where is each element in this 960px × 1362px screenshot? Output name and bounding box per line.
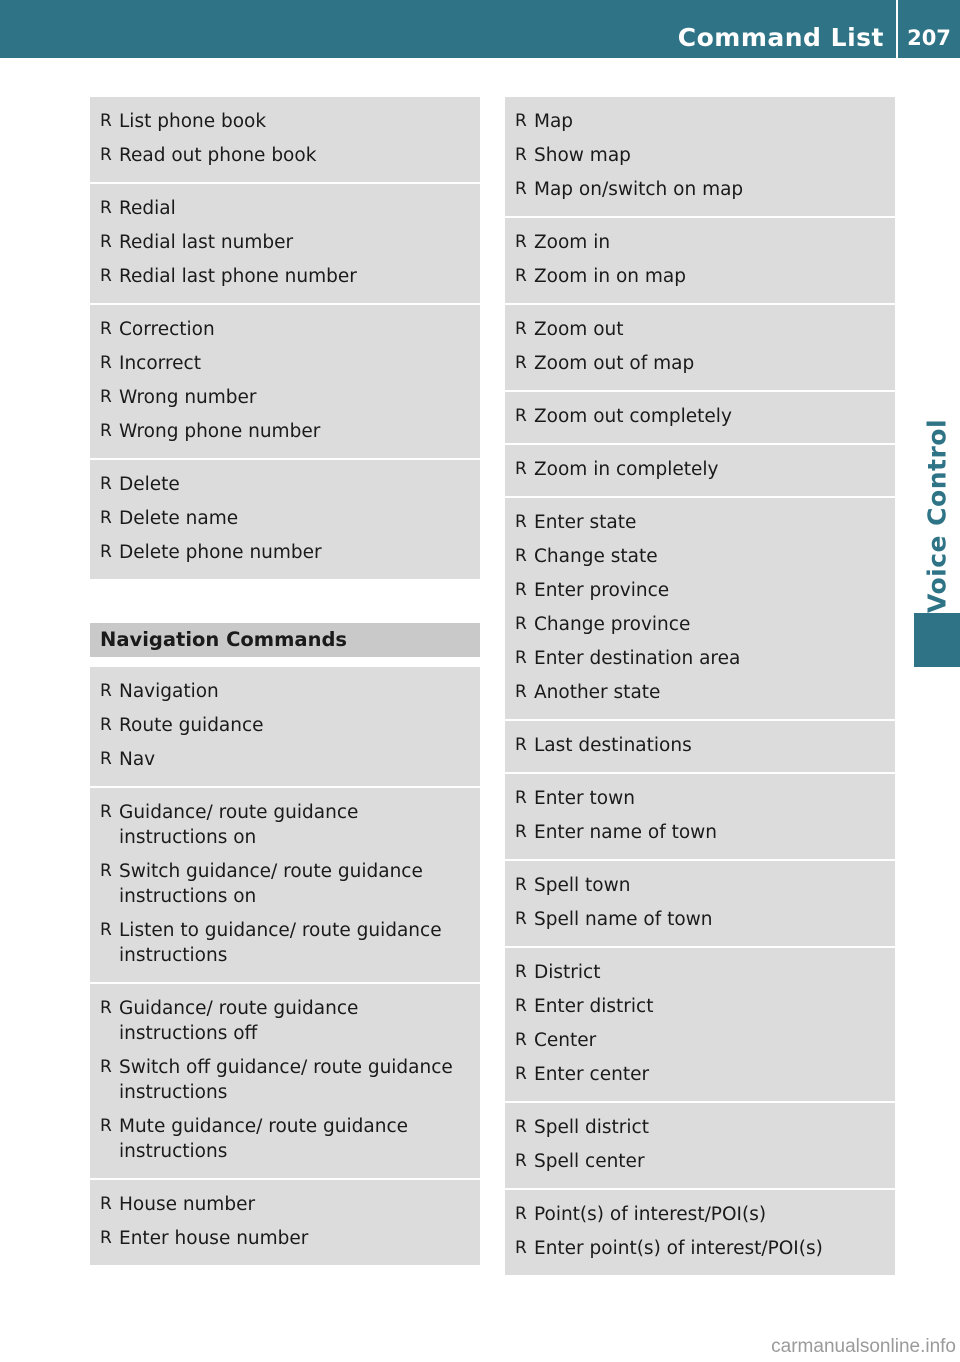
command-group [90, 305, 480, 458]
watermark: carmanualsonline.info [771, 1336, 956, 1357]
command-group [505, 1190, 895, 1275]
command-group [90, 460, 480, 579]
command-group [90, 1180, 480, 1265]
command-group [505, 498, 895, 719]
phone-commands-list [90, 97, 480, 579]
command-item: R Last destinations [515, 729, 885, 763]
command-group [90, 788, 480, 982]
command-group [505, 774, 895, 859]
section-label: Voice Control [922, 418, 952, 614]
command-item: R Guidance/ route guidance instructions off [100, 992, 470, 1051]
command-item: R Zoom out [515, 313, 885, 347]
command-group [505, 97, 895, 216]
command-group [90, 184, 480, 303]
command-item: R Mute guidance/ route guidance instructions [100, 1110, 470, 1169]
command-item: R Spell center [515, 1145, 885, 1179]
command-item: R Spell district [515, 1111, 885, 1145]
command-item: R Enter state [515, 506, 885, 540]
command-item: R List phone book [100, 105, 470, 139]
command-item: R Change province [515, 608, 885, 642]
command-item: R Enter district [515, 990, 885, 1024]
command-item: R Spell town [515, 869, 885, 903]
command-item: R Another state [515, 676, 885, 710]
command-item: R Wrong number [100, 381, 470, 415]
command-item: R Incorrect [100, 347, 470, 381]
command-item: R Wrong phone number [100, 415, 470, 449]
command-group [505, 392, 895, 443]
navigation-commands-heading: Navigation Commands [90, 623, 480, 657]
command-item: R Map [515, 105, 885, 139]
command-item: R Show map [515, 139, 885, 173]
command-item: R Spell name of town [515, 903, 885, 937]
command-group [505, 1103, 895, 1188]
command-item: R Zoom in [515, 226, 885, 260]
command-item: R Redial [100, 192, 470, 226]
page-title: Command List [677, 23, 884, 52]
command-group [90, 667, 480, 786]
section-tab-marker [914, 613, 960, 667]
command-item: R Navigation [100, 675, 470, 709]
command-item: R Route guidance [100, 709, 470, 743]
command-item: R Zoom in on map [515, 260, 885, 294]
left-column [90, 97, 480, 1267]
command-item: R Delete phone number [100, 536, 470, 570]
command-item: R Switch off guidance/ route guidance instructions [100, 1051, 470, 1110]
command-group [505, 305, 895, 390]
page-number: 207 [907, 26, 951, 50]
command-group [505, 445, 895, 496]
command-item: R Enter name of town [515, 816, 885, 850]
command-item: R Redial last phone number [100, 260, 470, 294]
command-group [505, 948, 895, 1101]
command-item: R Listen to guidance/ route guidance instructions [100, 914, 470, 973]
command-item: R Redial last number [100, 226, 470, 260]
command-item: R District [515, 956, 885, 990]
command-group [505, 861, 895, 946]
command-item: R Enter town [515, 782, 885, 816]
command-item: R Zoom out completely [515, 400, 885, 434]
command-item: R Delete name [100, 502, 470, 536]
map-commands-list [505, 97, 895, 1275]
command-group [90, 97, 480, 182]
command-group [90, 984, 480, 1178]
command-item: R Zoom in completely [515, 453, 885, 487]
command-item: R Center [515, 1024, 885, 1058]
command-item: R Guidance/ route guidance instructions on [100, 796, 470, 855]
command-item: R Point(s) of interest/POI(s) [515, 1198, 885, 1232]
command-item: R Enter province [515, 574, 885, 608]
command-group [505, 218, 895, 303]
command-item: R Switch guidance/ route guidance instructions on [100, 855, 470, 914]
command-item: R Read out phone book [100, 139, 470, 173]
command-item: R Zoom out of map [515, 347, 885, 381]
right-column [505, 97, 895, 1277]
command-item: R House number [100, 1188, 470, 1222]
command-item: R Enter house number [100, 1222, 470, 1256]
command-item: R Map on/switch on map [515, 173, 885, 207]
command-item: R Enter destination area [515, 642, 885, 676]
command-group [505, 721, 895, 772]
command-item: R Change state [515, 540, 885, 574]
command-item: R Enter center [515, 1058, 885, 1092]
command-item: R Delete [100, 468, 470, 502]
command-item: R Correction [100, 313, 470, 347]
command-item: R Enter point(s) of interest/POI(s) [515, 1232, 885, 1266]
navigation-commands-list [90, 667, 480, 1265]
command-item: R Nav [100, 743, 470, 777]
